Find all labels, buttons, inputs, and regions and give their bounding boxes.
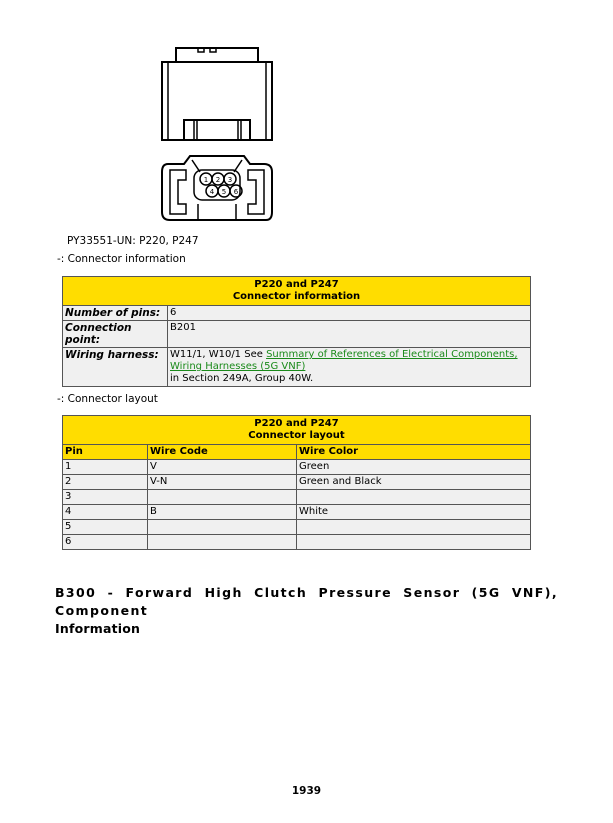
harness-suffix: in Section 249A, Group 40W. — [170, 373, 314, 384]
section-title — [55, 584, 558, 638]
table-row — [63, 475, 531, 490]
wiring-harnesses-link[interactable]: Wiring Harnesses (5G VNF) — [170, 361, 306, 372]
wire-code-cell: V-N — [148, 475, 297, 490]
wire-color-cell: Green and Black — [297, 475, 531, 490]
column-header-wire-code: Wire Code — [148, 445, 297, 460]
svg-text:4: 4 — [209, 188, 215, 196]
section-title-line2: Information — [55, 621, 141, 636]
wire-color-cell — [297, 520, 531, 535]
connector-layout-table — [62, 415, 531, 550]
figure-caption: PY33551-UN: P220, P247 — [67, 235, 199, 247]
pin-cell: 5 — [63, 520, 148, 535]
table-row — [63, 306, 531, 321]
wire-color-cell — [297, 490, 531, 505]
header-line1: P220 and P247 — [254, 279, 339, 290]
connector-layout-label: -: Connector layout — [57, 393, 158, 405]
wire-color-cell — [297, 535, 531, 550]
header-line2: Connector layout — [248, 430, 345, 441]
pin-cell: 3 — [63, 490, 148, 505]
wire-code-cell — [148, 535, 297, 550]
row-value — [168, 348, 531, 387]
connector-drawing — [158, 44, 278, 224]
connector-info-table — [62, 276, 531, 387]
pin-cell: 4 — [63, 505, 148, 520]
wire-color-cell: White — [297, 505, 531, 520]
row-label: Wiring harness: — [63, 348, 168, 387]
wire-color-cell: Green — [297, 460, 531, 475]
table-row — [63, 505, 531, 520]
wire-code-cell: V — [148, 460, 297, 475]
table-row — [63, 460, 531, 475]
connector-info-label: -: Connector information — [57, 253, 186, 265]
table-row — [63, 535, 531, 550]
connector-drawing-icon — [158, 44, 278, 224]
wire-code-cell — [148, 520, 297, 535]
pin-cell: 6 — [63, 535, 148, 550]
table-row — [63, 348, 531, 387]
section-title-line1: B300 - Forward High Clutch Pressure Sensor (5G VNF), Component — [55, 585, 558, 618]
svg-text:6: 6 — [233, 188, 239, 196]
row-label: Connection point: — [63, 321, 168, 348]
harness-prefix: W11/1, W10/1 See — [170, 349, 267, 360]
wire-code-cell: B — [148, 505, 297, 520]
header-line1: P220 and P247 — [254, 418, 339, 429]
column-header-pin: Pin — [63, 445, 148, 460]
summary-references-link[interactable]: Summary of References of Electrical Components, — [266, 349, 518, 360]
table-row — [63, 520, 531, 535]
pin-cell: 2 — [63, 475, 148, 490]
svg-text:2: 2 — [215, 176, 221, 184]
connector-info-header — [63, 277, 531, 306]
page-number: 1939 — [291, 785, 322, 797]
table-row — [63, 321, 531, 348]
svg-text:3: 3 — [227, 176, 233, 184]
svg-text:5: 5 — [221, 188, 227, 196]
connector-layout-header — [63, 416, 531, 445]
svg-text:1: 1 — [203, 176, 209, 184]
row-value: 6 — [168, 306, 531, 321]
row-value: B201 — [168, 321, 531, 348]
pin-cell: 1 — [63, 460, 148, 475]
column-header-wire-color: Wire Color — [297, 445, 531, 460]
row-label: Number of pins: — [63, 306, 168, 321]
header-line2: Connector information — [232, 291, 361, 302]
wire-code-cell — [148, 490, 297, 505]
table-row — [63, 490, 531, 505]
